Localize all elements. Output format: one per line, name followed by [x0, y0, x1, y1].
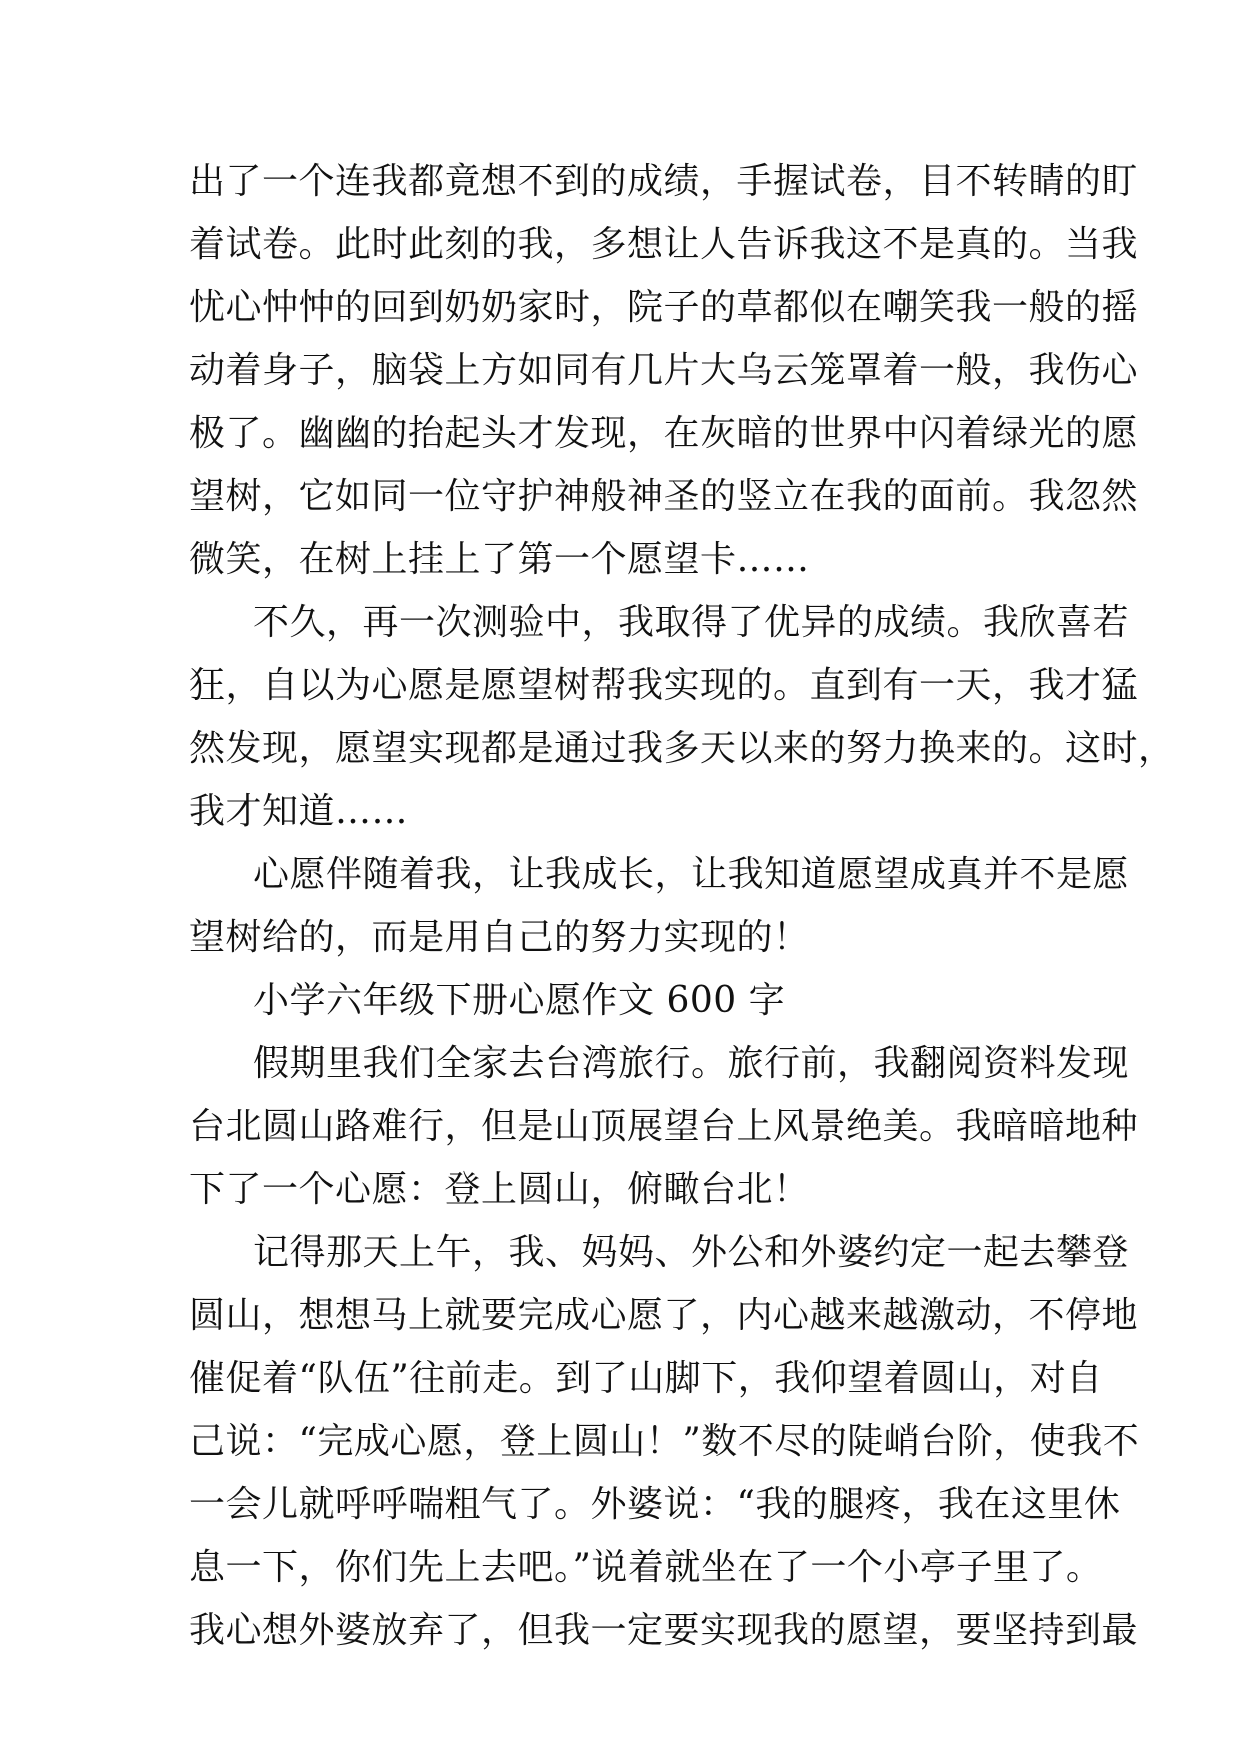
text-line: 然发现，愿望实现都是通过我多天以来的努力换来的。这时，	[189, 728, 1175, 769]
text-line: 记得那天上午，我、妈妈、外公和外婆约定一起去攀登	[253, 1232, 1130, 1273]
text-line: 己说：“完成心愿，登上圆山！”数不尽的陡峭台阶，使我不	[189, 1421, 1140, 1462]
text-line: 动着身子，脑袋上方如同有几片大乌云笼罩着一般，我伤心	[189, 350, 1139, 391]
text-line: 我才知道……	[189, 791, 409, 832]
text-line: 台北圆山路难行，但是山顶展望台上风景绝美。我暗暗地种	[189, 1106, 1139, 1147]
text-line: 息一下，你们先上去吧。”说着就坐在了一个小亭子里了。	[189, 1547, 1103, 1588]
text-line: 望树给的，而是用自己的努力实现的！	[189, 917, 810, 958]
text-line: 我心想外婆放弃了，但我一定要实现我的愿望，要坚持到最	[189, 1610, 1139, 1651]
text-line: 狂，自以为心愿是愿望树帮我实现的。直到有一天，我才猛	[189, 665, 1139, 706]
text-line: 催促着“队伍”往前走。到了山脚下，我仰望着圆山，对自	[189, 1358, 1103, 1399]
text-line: 出了一个连我都竟想不到的成绩，手握试卷，目不转睛的盯	[189, 161, 1139, 202]
text-line: 圆山，想想马上就要完成心愿了，内心越来越激动，不停地	[189, 1295, 1139, 1336]
text-line: 着试卷。此时此刻的我，多想让人告诉我这不是真的。当我	[189, 224, 1139, 265]
text-line: 望树，它如同一位守护神般神圣的竖立在我的面前。我忽然	[189, 476, 1139, 517]
text-line: 不久，再一次测验中，我取得了优异的成绩。我欣喜若	[253, 602, 1130, 643]
text-line: 一会儿就呼呼喘粗气了。外婆说：“我的腿疼，我在这里休	[189, 1484, 1121, 1525]
section-heading: 小学六年级下册心愿作文 600 字	[253, 980, 786, 1021]
text-line: 心愿伴随着我，让我成长，让我知道愿望成真并不是愿	[253, 854, 1130, 895]
text-line: 下了一个心愿：登上圆山，俯瞰台北！	[189, 1169, 810, 1210]
text-line: 极了。幽幽的抬起头才发现，在灰暗的世界中闪着绿光的愿	[189, 413, 1139, 454]
text-line: 微笑，在树上挂上了第一个愿望卡……	[189, 539, 810, 580]
text-line: 忧心忡忡的回到奶奶家时，院子的草都似在嘲笑我一般的摇	[189, 287, 1139, 328]
text-line: 假期里我们全家去台湾旅行。旅行前，我翻阅资料发现	[253, 1043, 1130, 1084]
